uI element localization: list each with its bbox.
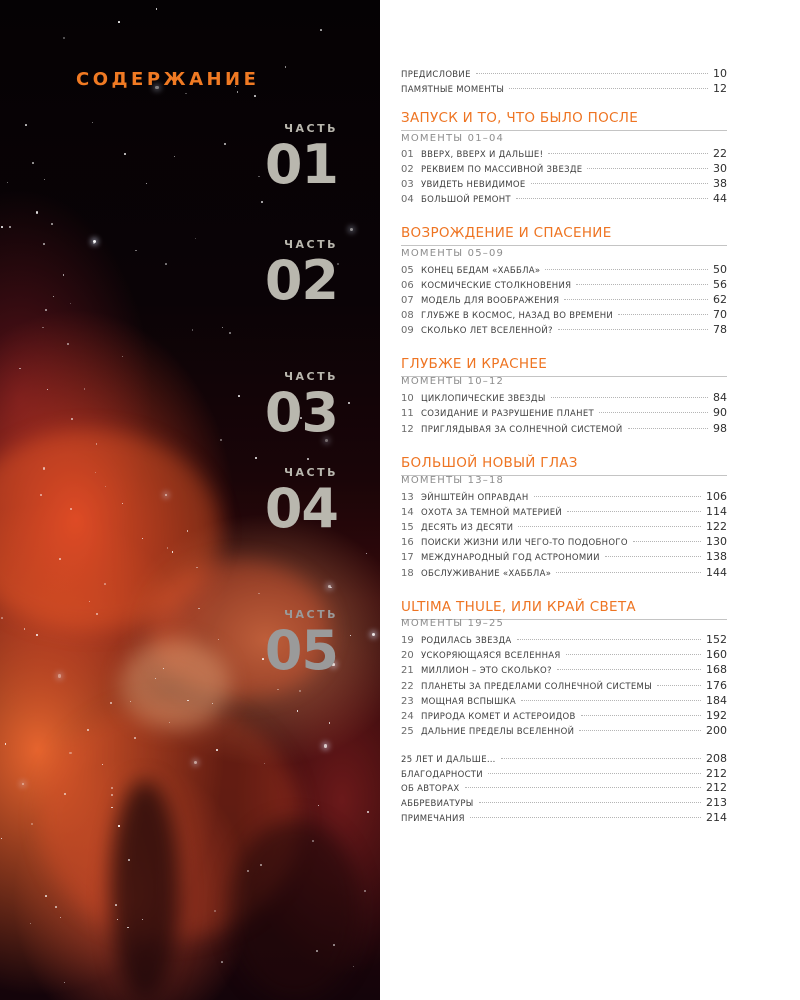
toc-entry-label: ПЛАНЕТЫ ЗА ПРЕДЕЛАМИ СОЛНЕЧНОЙ СИСТЕМЫ [421, 682, 652, 692]
contents-title: содержание [76, 62, 260, 91]
toc-entry[interactable] [401, 505, 727, 519]
star [364, 890, 366, 892]
toc-entry-number: 05 [401, 265, 414, 276]
part-number: 05 [264, 619, 338, 682]
star [71, 418, 73, 420]
toc-entry-page: 30 [713, 162, 727, 175]
toc-entry-page: 168 [706, 663, 727, 676]
star [7, 182, 8, 183]
toc-entry-page: 212 [706, 767, 727, 780]
toc-entry-number: 12 [401, 424, 414, 435]
toc-entry-page: 212 [706, 781, 727, 794]
star [350, 228, 354, 232]
toc-entry-label: ВВЕРХ, ВВЕРХ И ДАЛЬШЕ! [421, 150, 544, 160]
toc-entry-page: 38 [713, 177, 727, 190]
toc-entry-label: МЕЖДУНАРОДНЫЙ ГОД АСТРОНОМИИ [421, 553, 600, 563]
toc-entry-page: 62 [713, 293, 727, 306]
star [237, 91, 238, 92]
star [44, 179, 45, 180]
toc-entry-label: ПРИМЕЧАНИЯ [401, 814, 465, 824]
toc-entry[interactable] [401, 535, 727, 549]
toc-entry-page: 176 [706, 679, 727, 692]
star [192, 329, 193, 330]
section-subtitle: МОМЕНТЫ 01–04 [401, 133, 505, 144]
star [122, 356, 123, 357]
toc-entry-number: 09 [401, 325, 414, 336]
star [135, 250, 136, 251]
toc-entry-page: 56 [713, 278, 727, 291]
star [36, 211, 38, 213]
star [329, 722, 330, 723]
part-number: 03 [264, 381, 338, 444]
star [70, 303, 71, 304]
toc-entry-page: 152 [706, 633, 727, 646]
star [194, 761, 197, 764]
toc-entry-number: 21 [401, 665, 414, 676]
dot-leader [581, 715, 701, 716]
star [167, 547, 169, 549]
toc-entry[interactable] [401, 406, 727, 420]
toc-entry-number: 07 [401, 295, 414, 306]
star [36, 634, 38, 636]
part-01 [264, 117, 338, 196]
toc-entry-page: 138 [706, 550, 727, 563]
dot-leader [476, 73, 708, 74]
section-subtitle: МОМЕНТЫ 13–18 [401, 475, 505, 486]
star [224, 143, 226, 145]
toc-entry-page: 144 [706, 566, 727, 579]
star [165, 263, 167, 265]
toc-entry[interactable] [401, 663, 727, 677]
toc-entry-label: ГЛУБЖЕ В КОСМОС, НАЗАД ВО ВРЕМЕНИ [421, 311, 614, 321]
dot-leader [587, 168, 708, 169]
star [42, 327, 43, 328]
toc-entry[interactable] [401, 550, 727, 564]
star [19, 368, 21, 370]
dot-leader [470, 817, 701, 818]
star [195, 238, 196, 239]
section-title: ULTIMA THULE, ИЛИ КРАЙ СВЕТА [401, 599, 636, 615]
star [118, 825, 119, 826]
star [367, 811, 368, 812]
dot-leader [531, 183, 708, 184]
toc-entry-label: ОБ АВТОРАХ [401, 784, 460, 794]
star [216, 749, 218, 751]
dot-leader [557, 669, 701, 670]
star [110, 702, 112, 704]
toc-entry-label: РЕКВИЕМ ПО МАССИВНОЙ ЗВЕЗДЕ [421, 165, 583, 175]
part-03 [264, 365, 338, 444]
star [366, 553, 367, 554]
star [63, 37, 65, 39]
toc-entry-number: 04 [401, 194, 414, 205]
star [254, 95, 256, 97]
toc-entry[interactable] [401, 263, 727, 277]
section-title: ВОЗРОЖДЕНИЕ И СПАСЕНИЕ [401, 225, 612, 241]
toc-entry-number: 11 [401, 408, 414, 419]
star [96, 613, 98, 615]
star [118, 21, 120, 23]
toc-entry-label: ЦИКЛОПИЧЕСКИЕ ЗВЕЗДЫ [421, 394, 546, 404]
dot-leader [605, 556, 701, 557]
toc-entry-moments[interactable] [401, 82, 727, 96]
toc-entry-label: БЛАГОДАРНОСТИ [401, 770, 483, 780]
toc-entry-number: 13 [401, 492, 414, 503]
star [128, 859, 130, 861]
star [1, 226, 3, 228]
star [285, 66, 287, 68]
toc-entry-notes[interactable] [401, 811, 727, 825]
section-subtitle: МОМЕНТЫ 19–25 [401, 618, 505, 629]
star [24, 628, 26, 630]
dot-leader [556, 572, 701, 573]
toc-entry-page: 98 [713, 422, 727, 435]
toc-entry[interactable] [401, 308, 727, 322]
toc-entry-number: 23 [401, 696, 414, 707]
star [51, 223, 53, 225]
toc-entry-foreword[interactable] [401, 67, 727, 81]
part-number: 01 [264, 133, 338, 196]
toc-entry-number: 24 [401, 711, 414, 722]
toc-entry-page: 214 [706, 811, 727, 824]
star [185, 93, 187, 95]
star [5, 743, 6, 744]
dot-leader [579, 730, 701, 731]
toc-entry-number: 02 [401, 164, 414, 175]
toc-entry[interactable] [401, 679, 727, 693]
toc-entry[interactable] [401, 633, 727, 647]
dot-leader [576, 284, 708, 285]
star [87, 729, 88, 730]
toc-entry-number: 20 [401, 650, 414, 661]
toc-entry-label: ПАМЯТНЫЕ МОМЕНТЫ [401, 85, 505, 95]
toc-entry-label: МИЛЛИОН – ЭТО СКОЛЬКО? [421, 666, 552, 676]
toc-entry-page: 22 [713, 147, 727, 160]
section-subtitle: МОМЕНТЫ 10–12 [401, 376, 505, 387]
star [372, 633, 375, 636]
toc-entry-number: 25 [401, 726, 414, 737]
toc-entry-label: СОЗИДАНИЕ И РАЗРУШЕНИЕ ПЛАНЕТ [421, 409, 595, 419]
toc-entry-label: КОСМИЧЕСКИЕ СТОЛКНОВЕНИЯ [421, 281, 572, 291]
part-label: часть [284, 233, 338, 252]
toc-entry[interactable] [401, 422, 727, 436]
dot-leader [657, 685, 701, 686]
star [297, 710, 298, 711]
toc-entry-label: 25 ЛЕТ И ДАЛЬШЕ… [401, 755, 496, 765]
toc-entry[interactable] [401, 520, 727, 534]
star [318, 805, 319, 806]
dot-leader [628, 428, 708, 429]
dot-leader [567, 511, 701, 512]
dot-leader [516, 198, 708, 199]
toc-entry-label: ПРИГЛЯДЫВАЯ ЗА СОЛНЕЧНОЙ СИСТЕМОЙ [421, 425, 623, 435]
toc-entry-page: 106 [706, 490, 727, 503]
toc-entry-abbreviations[interactable] [401, 796, 727, 810]
star [348, 402, 350, 404]
toc-entry-number: 01 [401, 149, 414, 160]
star [63, 274, 64, 275]
star [320, 29, 322, 31]
part-05 [264, 603, 338, 682]
dot-leader [479, 802, 701, 803]
section-divider [401, 245, 727, 246]
star [31, 823, 33, 825]
star [115, 904, 117, 906]
star [124, 153, 126, 155]
toc-entry[interactable] [401, 566, 727, 580]
star [312, 840, 314, 842]
nebula-cloud [120, 640, 230, 730]
star [316, 950, 318, 952]
toc-list [401, 0, 727, 1000]
toc-entry-number: 15 [401, 522, 414, 533]
star [93, 243, 94, 244]
dot-leader [517, 639, 701, 640]
toc-entry-afterword[interactable] [401, 752, 727, 766]
toc-entry-page: 208 [706, 752, 727, 765]
section-subtitle: МОМЕНТЫ 05–09 [401, 248, 505, 259]
star [255, 457, 257, 459]
toc-entry-number: 16 [401, 537, 414, 548]
toc-entry-label: ПРИРОДА КОМЕТ И АСТЕРОИДОВ [421, 712, 576, 722]
star [93, 240, 96, 243]
star [353, 966, 354, 967]
toc-entry-page: 130 [706, 535, 727, 548]
star [30, 923, 31, 924]
star [299, 690, 301, 692]
toc-entry-number: 10 [401, 393, 414, 404]
toc-entry-page: 70 [713, 308, 727, 321]
toc-entry-label: ПОИСКИ ЖИЗНИ ИЛИ ЧЕГО-ТО ПОДОБНОГО [421, 538, 628, 548]
toc-entry[interactable] [401, 724, 727, 738]
section-title: ГЛУБЖЕ И КРАСНЕЕ [401, 356, 548, 372]
star [1, 838, 2, 839]
toc-entry-page: 192 [706, 709, 727, 722]
toc-entry-page: 12 [713, 82, 727, 95]
toc-entry[interactable] [401, 177, 727, 191]
toc-entry-number: 22 [401, 681, 414, 692]
toc-entry-acknowledgements[interactable] [401, 767, 727, 781]
dot-leader [488, 773, 701, 774]
star [328, 585, 331, 588]
star [45, 309, 47, 311]
toc-entry-page: 213 [706, 796, 727, 809]
toc-entry-label: СКОЛЬКО ЛЕТ ВСЕЛЕННОЙ? [421, 326, 553, 336]
toc-entry[interactable] [401, 323, 727, 337]
part-label: часть [284, 603, 338, 622]
toc-entry-page: 44 [713, 192, 727, 205]
star [60, 917, 61, 918]
star [9, 226, 11, 228]
toc-entry-page: 122 [706, 520, 727, 533]
toc-entry-page: 84 [713, 391, 727, 404]
star [104, 583, 106, 585]
toc-entry-label: МОДЕЛЬ ДЛЯ ВООБРАЖЕНИЯ [421, 296, 560, 306]
toc-entry-page: 90 [713, 406, 727, 419]
toc-entry-page: 160 [706, 648, 727, 661]
dot-leader [566, 654, 701, 655]
star [247, 870, 248, 871]
toc-entry-page: 184 [706, 694, 727, 707]
part-label: часть [284, 117, 338, 136]
section-title: ЗАПУСК И ТО, ЧТО БЫЛО ПОСЛЕ [401, 110, 639, 126]
dot-leader [501, 758, 701, 759]
toc-entry[interactable] [401, 490, 727, 504]
toc-entry-label: УСКОРЯЮЩАЯСЯ ВСЕЛЕННАЯ [421, 651, 561, 661]
toc-entry-page: 10 [713, 67, 727, 80]
toc-entry[interactable] [401, 391, 727, 405]
toc-entry-page: 78 [713, 323, 727, 336]
star [43, 243, 45, 245]
star [222, 327, 223, 328]
nebula-image-panel [0, 0, 380, 1000]
toc-entry[interactable] [401, 293, 727, 307]
toc-entry-label: МОЩНАЯ ВСПЫШКА [421, 697, 516, 707]
toc-entry-label: АББРЕВИАТУРЫ [401, 799, 474, 809]
toc-entry[interactable] [401, 709, 727, 723]
toc-entry-label: ПРЕДИСЛОВИЕ [401, 70, 471, 80]
star [1, 617, 3, 619]
star [324, 744, 328, 748]
toc-entry-number: 18 [401, 568, 414, 579]
dot-leader [509, 88, 708, 89]
toc-entry-number: 06 [401, 280, 414, 291]
star [43, 467, 45, 469]
dot-leader [599, 412, 708, 413]
toc-entry-label: РОДИЛАСЬ ЗВЕЗДА [421, 636, 512, 646]
star [47, 389, 49, 391]
toc-entry-page: 50 [713, 263, 727, 276]
toc-entry[interactable] [401, 192, 727, 206]
toc-entry[interactable] [401, 162, 727, 176]
dot-leader [551, 397, 708, 398]
dot-leader [633, 541, 701, 542]
star [69, 752, 71, 754]
dark-dust-lane [230, 820, 360, 1000]
toc-entry-label: ОБСЛУЖИВАНИЕ «ХАББЛА» [421, 569, 552, 579]
star [134, 737, 136, 739]
toc-entry-label: КОНЕЦ БЕДАМ «ХАББЛА» [421, 266, 541, 276]
star [261, 201, 263, 203]
dot-leader [534, 496, 701, 497]
star [45, 895, 47, 897]
star [258, 176, 259, 177]
dot-leader [548, 153, 708, 154]
star [111, 794, 113, 796]
part-label: часть [284, 461, 338, 480]
toc-entry-label: БОЛЬШОЙ РЕМОНТ [421, 195, 511, 205]
star [64, 793, 66, 795]
toc-entry-number: 14 [401, 507, 414, 518]
toc-entry-label: ОХОТА ЗА ТЕМНОЙ МАТЕРИЕЙ [421, 508, 563, 518]
star [55, 906, 57, 908]
star [260, 864, 262, 866]
toc-entry-number: 08 [401, 310, 414, 321]
dot-leader [521, 700, 701, 701]
star [229, 332, 231, 334]
dot-leader [518, 526, 701, 527]
star [64, 982, 65, 983]
toc-entry[interactable] [401, 648, 727, 662]
toc-entry-label: ДЕСЯТЬ ИЗ ДЕСЯТИ [421, 523, 514, 533]
star [221, 961, 223, 963]
toc-entry[interactable] [401, 278, 727, 292]
section-divider [401, 130, 727, 131]
toc-entry-page: 200 [706, 724, 727, 737]
dot-leader [465, 787, 701, 788]
star [22, 783, 25, 786]
section-title: БОЛЬШОЙ НОВЫЙ ГЛАЗ [401, 455, 578, 471]
toc-entry-page: 114 [706, 505, 727, 518]
toc-entry-label: ДАЛЬНИЕ ПРЕДЕЛЫ ВСЕЛЕННОЙ [421, 727, 575, 737]
toc-entry[interactable] [401, 147, 727, 161]
star [238, 395, 240, 397]
star [307, 458, 308, 459]
toc-entry-authors[interactable] [401, 781, 727, 795]
part-02 [264, 233, 338, 312]
toc-entry-number: 19 [401, 635, 414, 646]
dark-dust-lane [110, 780, 180, 1000]
star [156, 8, 158, 10]
star [102, 764, 103, 765]
dot-leader [564, 299, 708, 300]
toc-entry[interactable] [401, 694, 727, 708]
star [92, 122, 93, 123]
star [146, 183, 147, 184]
dot-leader [618, 314, 708, 315]
toc-entry-number: 17 [401, 552, 414, 563]
part-label: часть [284, 365, 338, 384]
dot-leader [545, 269, 708, 270]
star [53, 296, 54, 297]
star [67, 343, 69, 345]
part-04 [264, 461, 338, 540]
star [350, 635, 351, 636]
star [84, 388, 85, 389]
star [111, 787, 112, 788]
star [174, 156, 175, 157]
toc-entry-number: 03 [401, 179, 414, 190]
dot-leader [558, 329, 708, 330]
star [220, 439, 221, 440]
star [32, 162, 34, 164]
part-number: 02 [264, 249, 338, 312]
star [25, 124, 27, 126]
star [58, 674, 61, 677]
part-number: 04 [264, 477, 338, 540]
toc-entry-label: ЭЙНШТЕЙН ОПРАВДАН [421, 493, 529, 503]
toc-entry-label: УВИДЕТЬ НЕВИДИМОЕ [421, 180, 526, 190]
